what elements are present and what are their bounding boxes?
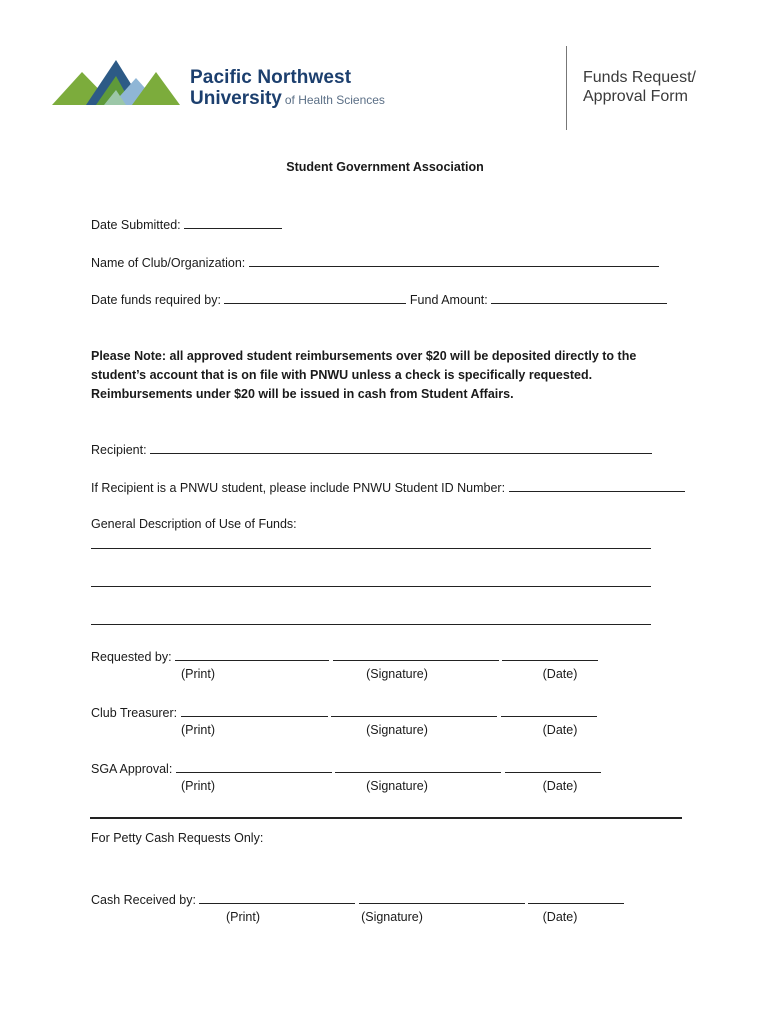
sga-approval-row[interactable]: SGA Approval: (91, 761, 601, 776)
requested-by-row[interactable]: Requested by: (91, 649, 598, 664)
signature-caption: (Signature) (361, 910, 423, 924)
description-line-1[interactable] (91, 548, 651, 549)
form-title: Funds Request/ Approval Form (583, 69, 696, 105)
signature-caption: (Signature) (366, 723, 428, 737)
date-submitted-field[interactable]: Date Submitted: (91, 217, 282, 232)
logo-text-line2: University of Health Sciences (190, 88, 385, 109)
print-caption: (Print) (180, 667, 216, 681)
student-id-field[interactable]: If Recipient is a PNWU student, please include PNWU Student ID Number: (91, 480, 685, 495)
date-required-field[interactable]: Date funds required by: Fund Amount: (91, 292, 667, 307)
section-divider (90, 817, 682, 819)
description-line-2[interactable] (91, 586, 651, 587)
header-divider (566, 46, 567, 130)
fund-amount-label: Fund Amount: (409, 293, 488, 307)
fund-amount-input[interactable] (491, 292, 667, 304)
print-caption: (Print) (180, 723, 216, 737)
signature-caption: (Signature) (366, 779, 428, 793)
date-caption: (Date) (542, 910, 578, 924)
date-caption: (Date) (542, 667, 578, 681)
logo-text-suffix: of Health Sciences (284, 93, 385, 107)
print-caption: (Print) (180, 779, 216, 793)
recipient-field[interactable]: Recipient: (91, 442, 652, 457)
print-caption: (Print) (225, 910, 261, 924)
cash-received-row[interactable]: Cash Received by: (91, 892, 624, 907)
reimbursement-note: Please Note: all approved student reimbursements over $20 will be deposited directly to the student’s account that is on file with PNWU unless a check is specifically requested. Reimbursements under $20 will be issued in cash from Student Affairs. (91, 349, 637, 401)
description-line-3[interactable] (91, 624, 651, 625)
page-heading: Student Government Association (286, 160, 484, 174)
club-treasurer-row[interactable]: Club Treasurer: (91, 705, 597, 720)
signature-caption: (Signature) (366, 667, 428, 681)
logo-text-line1: Pacific Northwest (190, 67, 352, 88)
description-label: General Description of Use of Funds: (91, 517, 297, 531)
date-caption: (Date) (542, 779, 578, 793)
date-caption: (Date) (542, 723, 578, 737)
club-name-field[interactable]: Name of Club/Organization: (91, 255, 659, 270)
petty-cash-heading: For Petty Cash Requests Only: (91, 831, 264, 845)
